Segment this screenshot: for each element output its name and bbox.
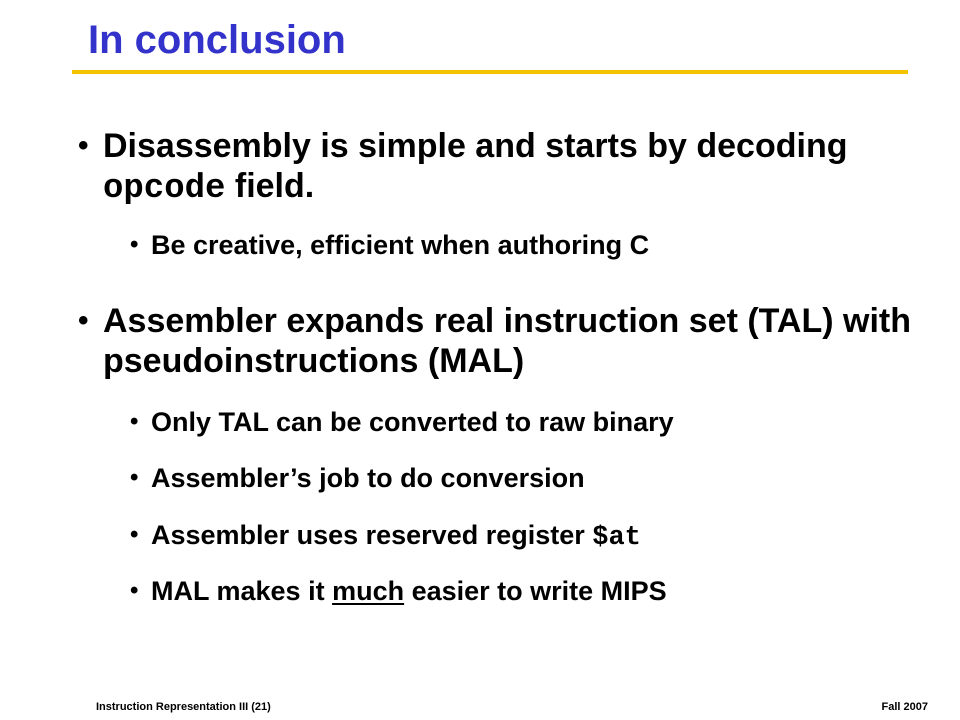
sub-bullet-text: Only TAL can be converted to raw binary [151,407,674,437]
bullet-disassembly [78,126,918,209]
bullet-text [103,126,918,209]
sub-bullet-mal-easier [130,574,920,608]
underlined-much: much [332,576,405,606]
bullet-text-post: field. [225,167,315,205]
sub-bullet-text [151,574,920,608]
bullet-dot: • [78,304,89,337]
sub-bullet-text-pre: Assembler uses reserved register [151,520,593,550]
sub-bullet-assembler-job [130,461,920,495]
register-at-code: $at [592,523,641,553]
bullet-dot: • [130,577,139,604]
footer-course-label: Instruction Representation III (21) [96,701,271,713]
footer-term: Fall 2007 [881,701,928,713]
slide-title: In conclusion [88,18,346,62]
bullet-dot: • [78,129,89,162]
sub-bullet-text-pre: MAL makes it [151,576,333,606]
bullet-assembler-expands [78,301,918,381]
bullet-text-pre: Disassembly is simple and starts by decoding [103,127,848,165]
sub-bullet-text: Be creative, efficient when authoring C [151,230,650,260]
sub-bullet-be-creative [130,228,920,262]
bullet-text: Assembler expands real instruction set (TAL) with pseudoinstructions (MAL) [103,302,911,380]
bullet-dot: • [130,521,139,548]
sub-bullet-only-tal [130,405,920,439]
sub-bullet-text [151,518,920,555]
bullet-dot: • [130,231,139,258]
sub-bullet-reserved-register [130,518,920,555]
title-underline-rule [72,70,908,74]
bullet-dot: • [130,408,139,435]
bullet-dot: • [130,464,139,491]
sub-bullet-text: Assembler’s job to do conversion [151,463,585,493]
opcode-code: opcode [103,170,226,208]
sub-bullet-text-post: easier to write MIPS [404,576,667,606]
